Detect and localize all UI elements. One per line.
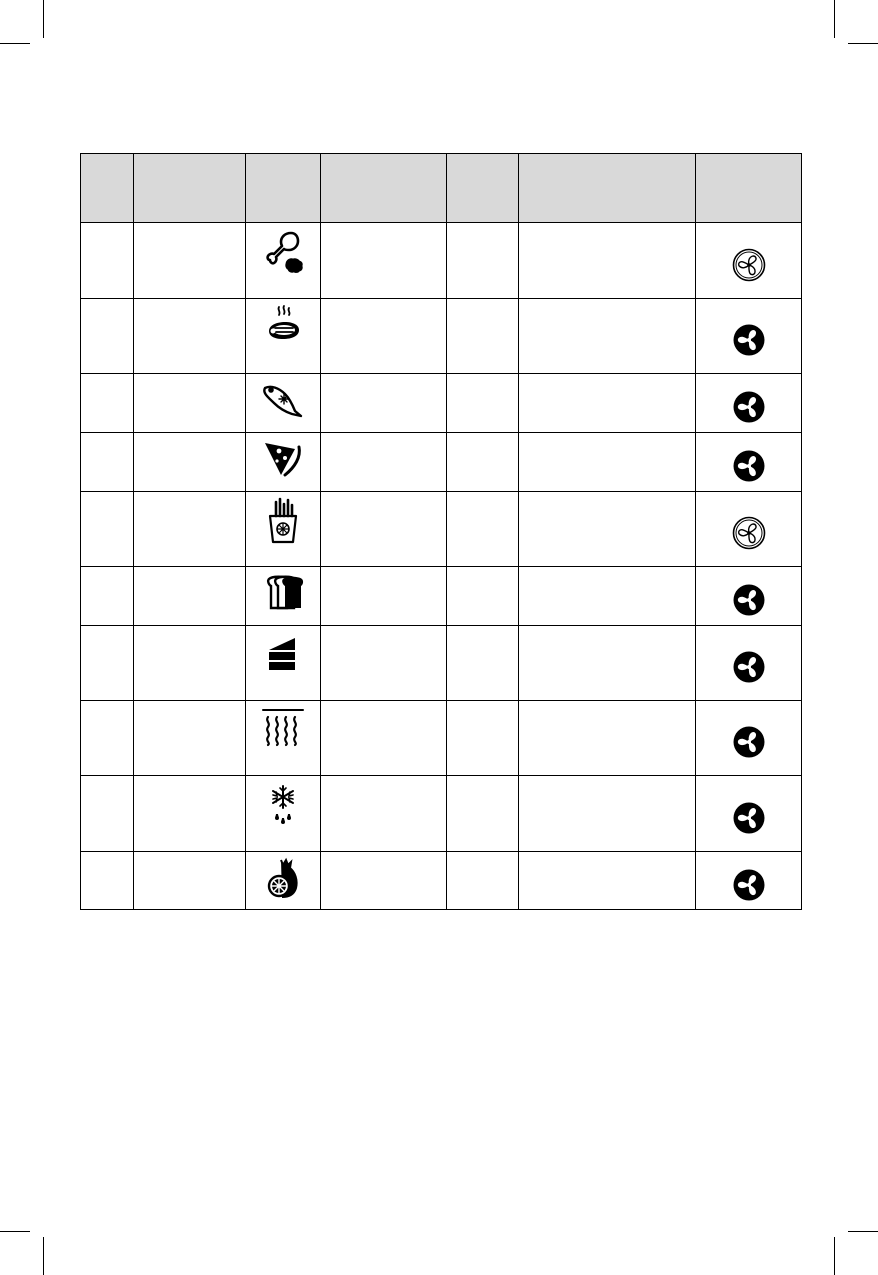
table-row [81,626,802,701]
pizza-slice-icon [259,437,307,481]
table-cell [447,299,519,374]
table-cell [696,433,802,492]
column-header [696,154,802,223]
table-cell [81,492,134,567]
column-header [246,154,321,223]
fan-high-speed-icon [732,650,766,684]
crop-mark [0,1231,30,1232]
table-cell [246,567,321,626]
defrost-snowflake-icon [259,780,307,828]
table-cell [246,223,321,299]
table-cell [447,701,519,776]
table-cell [321,492,447,567]
table-cell [81,433,134,492]
table-cell [519,567,696,626]
fan-high-speed-icon [732,725,766,759]
table-cell [246,374,321,433]
column-header [134,154,246,223]
table-cell [134,374,246,433]
table-cell [134,299,246,374]
table-cell [519,374,696,433]
fan-high-speed-icon [732,323,766,357]
table-cell [696,776,802,852]
table-cell [447,776,519,852]
table-cell [321,299,447,374]
table-cell [321,626,447,701]
program-table [80,153,802,910]
crop-mark [834,0,835,38]
table-cell [134,492,246,567]
fan-high-speed-icon [732,868,766,902]
fan-high-speed-icon [732,583,766,617]
table-cell [81,776,134,852]
table-cell [246,492,321,567]
fan-high-speed-icon [732,390,766,424]
table-cell [134,776,246,852]
fish-icon [259,378,307,422]
table-cell [447,567,519,626]
table-cell [447,374,519,433]
table-cell [246,852,321,910]
table-cell [519,776,696,852]
table-cell [447,852,519,910]
dehydrate-fruit-icon [259,856,307,902]
table-cell [519,433,696,492]
fan-high-speed-icon [732,449,766,483]
crop-mark [848,43,878,44]
crop-mark [834,1237,835,1275]
table-cell [321,223,447,299]
table-cell [246,776,321,852]
table-cell [696,299,802,374]
table-cell [246,626,321,701]
table-cell [519,626,696,701]
table-cell [134,701,246,776]
crop-mark [0,43,30,44]
table-cell [696,492,802,567]
table-cell [134,223,246,299]
table-cell [321,433,447,492]
table-row [81,776,802,852]
fan-low-speed-icon [732,248,766,282]
table-cell [321,852,447,910]
table-cell [696,374,802,433]
table-row [81,374,802,433]
table-cell [81,701,134,776]
fries-icon [259,496,307,548]
toast-icon [259,571,307,615]
table-cell [81,299,134,374]
column-header [519,154,696,223]
table-cell [134,626,246,701]
table-cell [696,223,802,299]
table-header-row [81,154,802,223]
table-cell [81,852,134,910]
table-cell [246,433,321,492]
table-cell [447,492,519,567]
table-cell [519,492,696,567]
table-row [81,433,802,492]
column-header [81,154,134,223]
steak-icon [259,303,307,351]
crop-mark [43,0,44,38]
table-cell [696,701,802,776]
table-cell [321,374,447,433]
table-cell [519,299,696,374]
table-row [81,223,802,299]
table-cell [321,776,447,852]
table-cell [246,701,321,776]
fan-high-speed-icon [732,801,766,835]
table-cell [447,223,519,299]
table-cell [696,852,802,910]
table-cell [321,701,447,776]
table-cell [519,223,696,299]
crop-mark [43,1237,44,1275]
table-cell [447,433,519,492]
table-cell [321,567,447,626]
table-cell [81,626,134,701]
table-cell [696,567,802,626]
table-cell [519,701,696,776]
table-cell [696,626,802,701]
table-row [81,852,802,910]
table-cell [134,852,246,910]
fan-low-speed-icon [732,516,766,550]
table-row [81,567,802,626]
table-cell [81,374,134,433]
heat-waves-icon [259,705,307,749]
column-header [321,154,447,223]
table-row [81,701,802,776]
column-header [447,154,519,223]
table-cell [134,433,246,492]
table-row [81,492,802,567]
table-cell [134,567,246,626]
drumstick-icon [259,227,307,275]
table-cell [81,223,134,299]
table-cell [447,626,519,701]
cake-slice-icon [259,630,307,674]
crop-mark [848,1231,878,1232]
table-cell [246,299,321,374]
table-cell [519,852,696,910]
table-cell [81,567,134,626]
table-row [81,299,802,374]
